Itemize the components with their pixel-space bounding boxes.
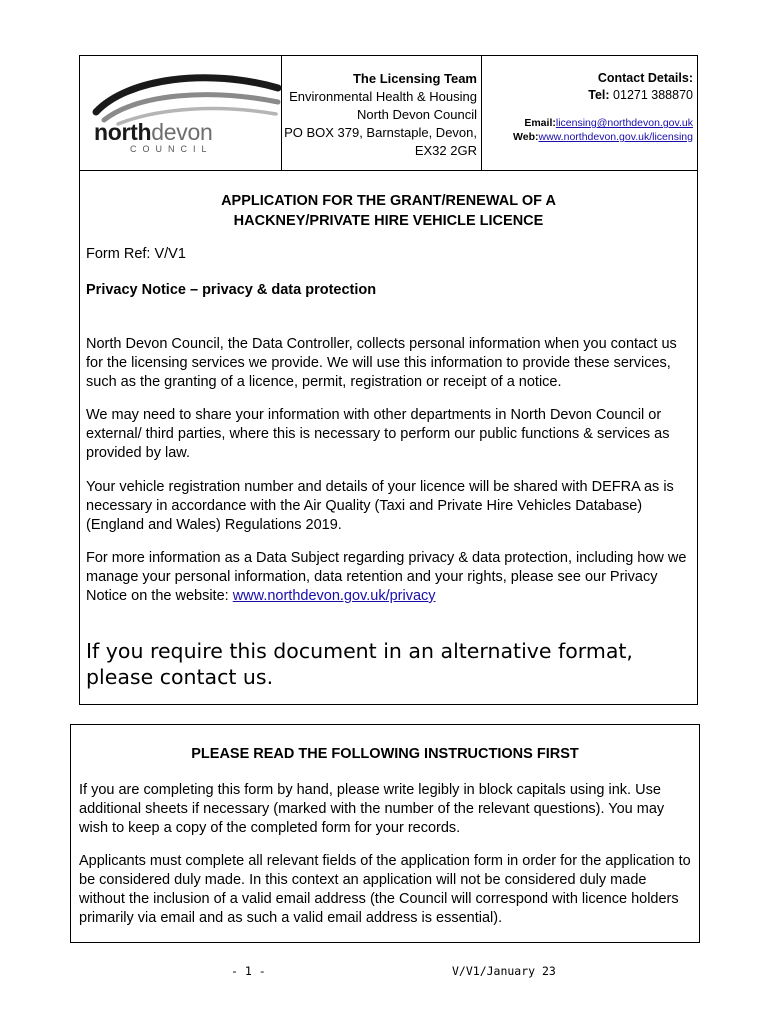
logo-brand-light: devon xyxy=(151,119,213,145)
email-label: Email: xyxy=(524,117,556,129)
team-cell xyxy=(281,56,482,170)
page-title-line-1: APPLICATION FOR THE GRANT/RENEWAL OF A xyxy=(221,193,556,209)
page-title-line-2: HACKNEY/PRIVATE HIRE VEHICLE LICENCE xyxy=(233,213,544,229)
main-box xyxy=(79,170,698,705)
contact-web xyxy=(483,130,693,144)
page-number: - 1 - xyxy=(231,964,266,978)
privacy-paragraph-2: We may need to share your information with other departments in North Devon Council or external/ third parties, where this is necessary to perform our public functions & services as provided by law. xyxy=(86,407,670,461)
privacy-link[interactable]: www.northdevon.gov.uk/privacy xyxy=(232,588,436,604)
privacy-paragraph-1: North Devon Council, the Data Controller, collects personal information when you contact us for the licensing services we provide. We will use this information to provide these services, such as the granting of a licence, permit, registration or receipt of a notice. xyxy=(86,336,677,390)
team-line-2: North Devon Council xyxy=(357,107,477,122)
instructions-paragraph-2: Applicants must complete all relevant fields of the application form in order for the application to be considered duly made. In this context an application will not be considered duly made without the inclusion of a valid email address (the Council will correspond with licence holders primarily via email and as such a valid email address is essential). xyxy=(79,853,691,926)
contact-tel xyxy=(483,87,693,104)
team-line-4: EX32 2GR xyxy=(414,143,477,158)
team-line-3: PO BOX 379, Barnstaple, Devon, xyxy=(284,125,477,140)
instructions-paragraph-1: If you are completing this form by hand, please write legibly in block capitals using ink. Use additional sheets if necessary (marked with the number of the relevant questions). You may wish to keep a copy of the completed form for your records. xyxy=(79,782,665,836)
logo-council: COUNCIL xyxy=(130,144,213,154)
privacy-paragraph-3: Your vehicle registration number and details of your licence will be shared with DEFRA as is necessary in accordance with the Air Quality (Taxi and Private Hire Vehicles Database) (England and Wales) Regulations 2019. xyxy=(86,479,674,533)
header-box xyxy=(79,55,698,171)
logo-wordmark xyxy=(94,119,212,145)
contact-cell xyxy=(481,56,697,170)
north-devon-logo-swoosh xyxy=(88,66,288,126)
team-address xyxy=(282,70,477,160)
tel-label: Tel: xyxy=(588,88,610,102)
alternative-format-notice: If you require this document in an alternative format, please contact us. xyxy=(86,639,633,689)
privacy-heading: Privacy Notice – privacy & data protection xyxy=(86,282,377,298)
privacy-paragraph-4-text: For more information as a Data Subject regarding privacy & data protection, including how we manage your personal information, data retention and your rights, please see our Privacy Notice on the website: xyxy=(86,550,687,604)
logo-cell xyxy=(80,56,282,170)
privacy-paragraph-4 xyxy=(86,549,692,606)
web-label: Web: xyxy=(513,131,539,143)
instructions-heading: PLEASE READ THE FOLLOWING INSTRUCTIONS FIRST xyxy=(191,746,579,762)
contact-details xyxy=(483,70,693,104)
team-title: The Licensing Team xyxy=(352,71,477,86)
version-label: V/V1/January 23 xyxy=(452,964,556,978)
team-line-1: Environmental Health & Housing xyxy=(289,89,477,104)
web-link[interactable]: www.northdevon.gov.uk/licensing xyxy=(538,131,693,143)
contact-online xyxy=(483,116,693,144)
email-link[interactable]: licensing@northdevon.gov.uk xyxy=(555,117,693,129)
instructions-box xyxy=(70,724,700,943)
tel-value: 01271 388870 xyxy=(613,88,693,102)
contact-email xyxy=(483,116,693,130)
page-title xyxy=(80,191,697,231)
contact-title: Contact Details: xyxy=(597,71,693,85)
logo-brand-bold: north xyxy=(94,119,152,145)
form-ref: Form Ref: V/V1 xyxy=(86,246,186,262)
